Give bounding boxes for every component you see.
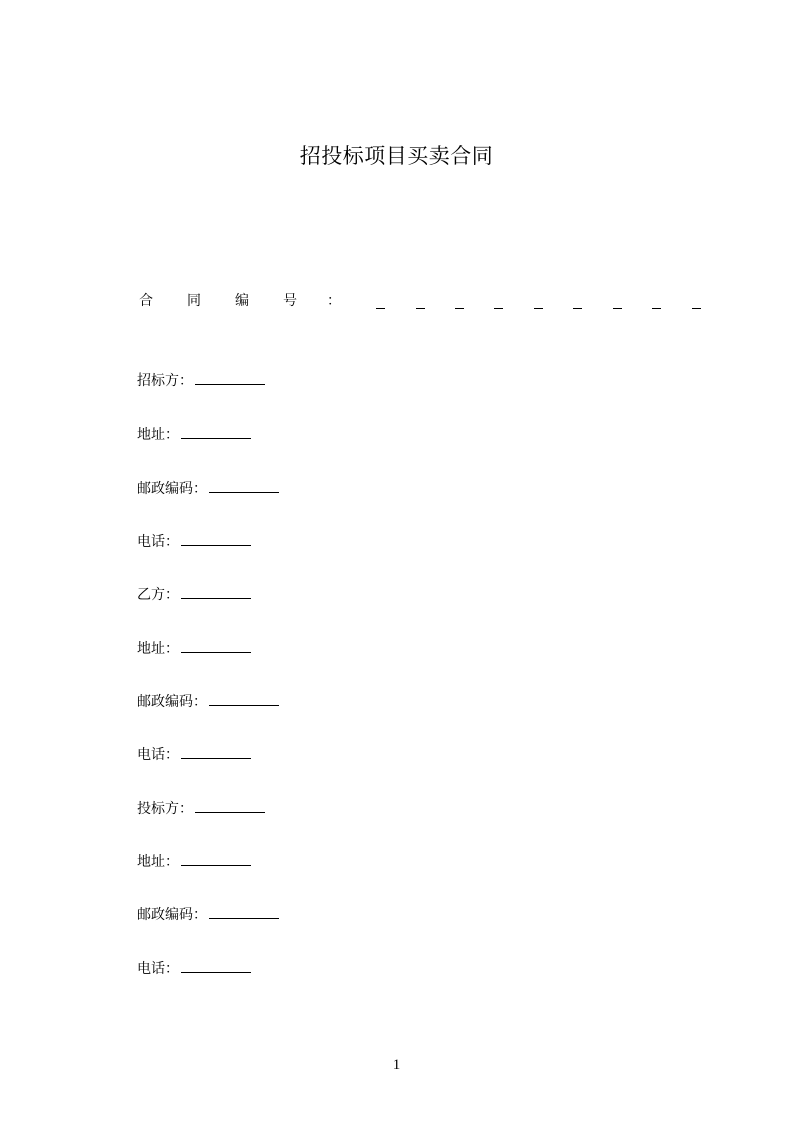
contract-number-blank[interactable] [692, 308, 701, 309]
field-address [137, 424, 251, 446]
field-label: 邮政编码： [137, 907, 207, 923]
field-label: 电话： [137, 961, 179, 977]
contract-number-blank[interactable] [573, 308, 582, 309]
field-blank[interactable] [181, 638, 251, 653]
contract-number-blank[interactable] [652, 308, 661, 309]
field-label: 地址： [137, 427, 179, 443]
field-party-b [137, 584, 251, 606]
field-blank[interactable] [209, 904, 279, 919]
contract-number-line [137, 291, 707, 313]
field-blank[interactable] [209, 478, 279, 493]
field-label: 邮政编码： [137, 481, 207, 497]
field-address [137, 638, 251, 660]
contract-number-char: 同 [187, 293, 201, 309]
field-address [137, 851, 251, 873]
field-phone [137, 531, 251, 553]
field-label: 地址： [137, 854, 179, 870]
field-blank[interactable] [181, 958, 251, 973]
field-label: 邮政编码： [137, 694, 207, 710]
field-tenderer [137, 370, 265, 392]
contract-number-char: 号 [283, 293, 297, 309]
field-blank[interactable] [195, 370, 265, 385]
contract-number-blank[interactable] [534, 308, 543, 309]
field-blank[interactable] [181, 851, 251, 866]
field-label: 投标方： [137, 801, 193, 817]
contract-number-blank[interactable] [416, 308, 425, 309]
field-label: 招标方： [137, 373, 193, 389]
field-postal-code [137, 478, 279, 500]
field-blank[interactable] [181, 424, 251, 439]
field-postal-code [137, 904, 279, 926]
field-label: 地址： [137, 641, 179, 657]
field-bidder [137, 798, 265, 820]
field-postal-code [137, 691, 279, 713]
field-blank[interactable] [181, 744, 251, 759]
field-blank[interactable] [195, 798, 265, 813]
contract-number-colon: ： [327, 293, 341, 309]
page-title: 招投标项目买卖合同 [299, 144, 494, 168]
field-label: 电话： [137, 534, 179, 550]
contract-number-char: 编 [235, 293, 249, 309]
field-phone [137, 958, 251, 980]
field-phone [137, 744, 251, 766]
field-blank[interactable] [181, 584, 251, 599]
field-label: 电话： [137, 747, 179, 763]
contract-number-char: 合 [139, 293, 153, 309]
field-blank[interactable] [181, 531, 251, 546]
contract-number-blank[interactable] [613, 308, 622, 309]
page-number: 1 [392, 1057, 401, 1073]
field-label: 乙方： [137, 587, 179, 603]
contract-number-blank[interactable] [376, 308, 385, 309]
contract-number-blank[interactable] [455, 308, 464, 309]
field-blank[interactable] [209, 691, 279, 706]
contract-number-blank[interactable] [494, 308, 503, 309]
